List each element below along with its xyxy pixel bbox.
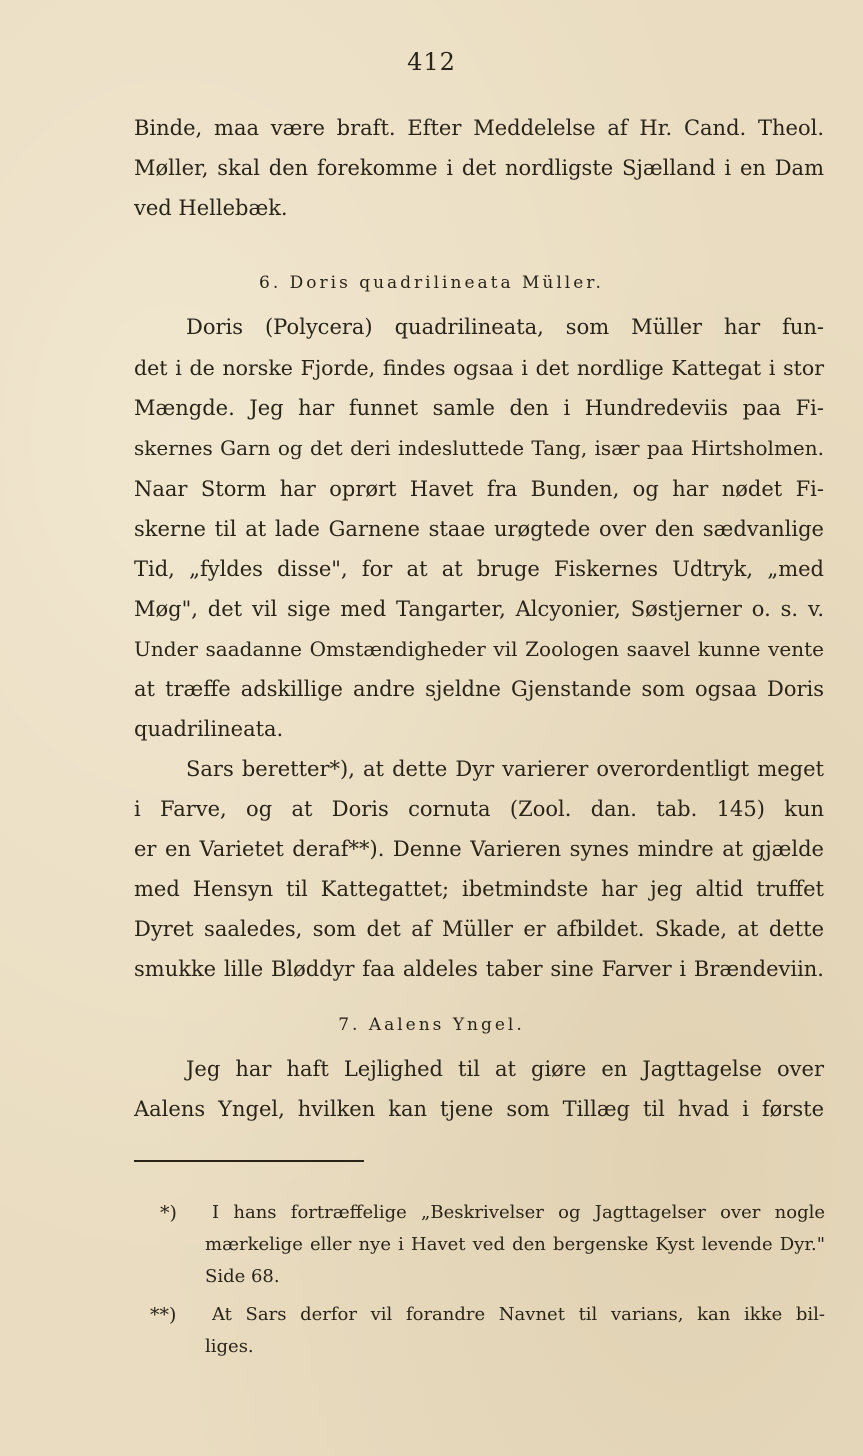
text-line: Aalens Yngel, hvilken kan tjene som Tillæg til hvad i første	[134, 1097, 824, 1121]
text-line: Naar Storm har oprørt Havet fra Bunden, og har nødet Fi-	[134, 477, 824, 501]
text-line: skernes Garn og det deri indesluttede Tang, især paa Hirtsholmen.	[134, 436, 824, 460]
footnote-divider	[134, 1160, 364, 1162]
text-line: at træffe adskillige andre sjeldne Gjenstande som ogsaa Doris	[134, 677, 824, 701]
section-heading: 6. Doris quadrilineata Müller.	[259, 273, 604, 293]
footnote-line: I hans fortræffelige „Beskrivelser og Jagttagelser over nogle	[212, 1202, 825, 1223]
footnote-line: Side 68.	[205, 1266, 280, 1287]
text-line: Under saadanne Omstændigheder vil Zoologen saavel kunne vente	[134, 637, 824, 661]
text-line: quadrilineata.	[134, 717, 284, 741]
text-line: med Hensyn til Kattegattet; ibetmindste har jeg altid truffet	[134, 877, 824, 901]
text-line: Mængde. Jeg har funnet samle den i Hundredeviis paa Fi-	[134, 396, 824, 420]
text-line: Sars beretter*), at dette Dyr varierer overordentligt meget	[186, 757, 824, 781]
section-heading: 7. Aalens Yngel.	[338, 1015, 525, 1035]
text-line: Tid, „fyldes disse", for at at bruge Fiskernes Udtryk, „med	[134, 557, 824, 581]
footnote-line: At Sars derfor vil forandre Navnet til varians, kan ikke bil-	[212, 1304, 825, 1325]
text-line: det i de norske Fjorde, findes ogsaa i det nordlige Kattegat i stor	[134, 356, 824, 380]
text-line: Møg", det vil sige med Tangarter, Alcyonier, Søstjerner o. s. v.	[134, 597, 824, 621]
text-line: i Farve, og at Doris cornuta (Zool. dan. tab. 145) kun	[134, 797, 824, 821]
text-line: skerne til at lade Garnene staae urøgtede over den sædvanlige	[134, 517, 824, 541]
footnote-mark: **)	[150, 1304, 177, 1326]
text-line: er en Varietet deraf**). Denne Varieren synes mindre at gjælde	[134, 837, 824, 861]
footnote-mark: *)	[160, 1202, 177, 1224]
footnote-line: liges.	[205, 1336, 254, 1357]
text-line: Møller, skal den forekomme i det nordligste Sjælland i en Dam	[134, 156, 824, 180]
page-number: 412	[407, 48, 456, 76]
text-line: Dyret saaledes, som det af Müller er afbildet. Skade, at dette	[134, 917, 824, 941]
text-line: Doris (Polycera) quadrilineata, som Müller har fun-	[186, 315, 824, 339]
text-line: Jeg har haft Lejlighed til at giøre en Jagttagelse over	[186, 1057, 824, 1081]
text-line: smukke lille Bløddyr faa aldeles taber sine Farver i Brændeviin.	[134, 957, 824, 981]
text-line: Binde, maa være braft. Efter Meddelelse af Hr. Cand. Theol.	[134, 116, 824, 140]
text-line: ved Hellebæk.	[134, 196, 288, 220]
footnote-line: mærkelige eller nye i Havet ved den bergenske Kyst levende Dyr."	[205, 1234, 825, 1255]
